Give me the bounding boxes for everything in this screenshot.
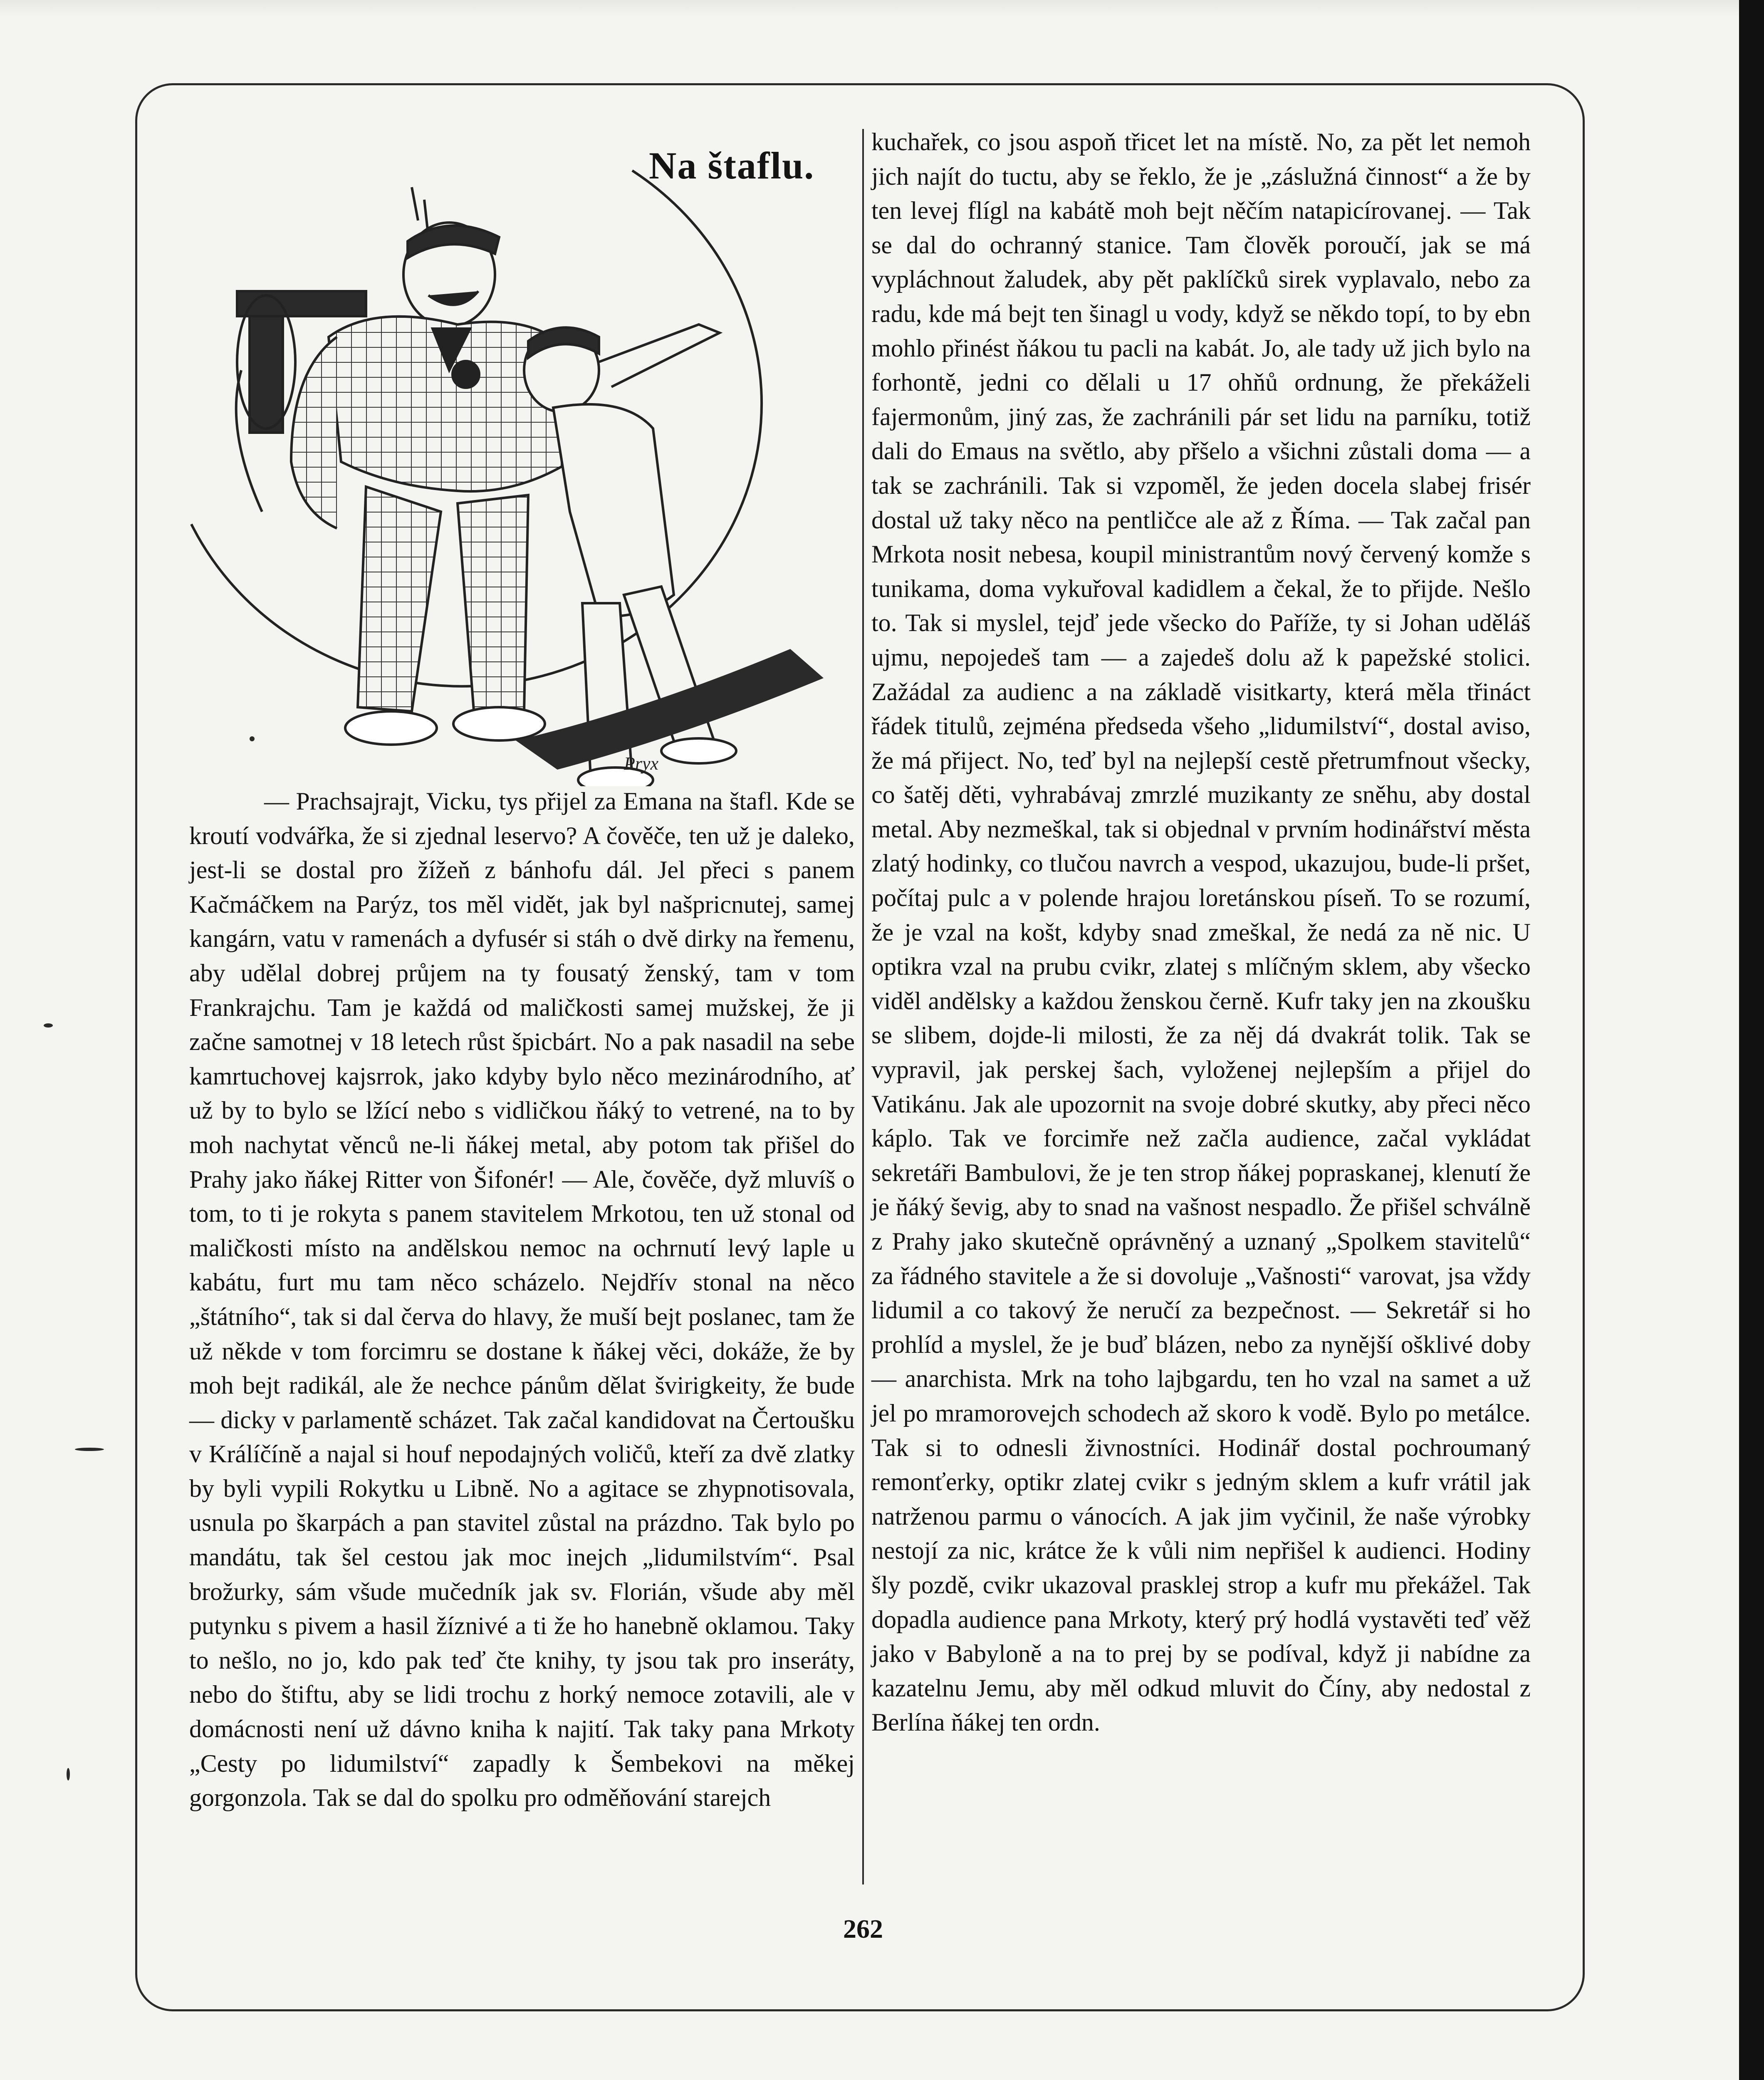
right-column xyxy=(871,125,1531,1740)
column-divider xyxy=(862,129,864,1884)
left-column xyxy=(189,784,855,1815)
page-number: 262 xyxy=(828,1914,898,1944)
left-column-text: — Prachsajrajt, Vicku, tys přijel za Emana na štafl. Kde se kroutí vodvářka, že si zjednal leservo? A čověče, ten už je daleko, jest-li se dostal pro žížeň z bánhofu dál. Jel přeci s panem Kačmáčkem na Parýz, tos měl vidět, jak byl našpricnutej, samej kangárn, vatu v ramenách a dyfusér si stáh o dvě dirky na řemenu, aby udělal dobrej průjem na ty fousatý ženský, tam v tom Frankrajchu. Tam je každá od maličkosti samej mužskej, že ji začne samotnej v 18 letech růst špicbárt. No a pak nasadil na sebe kamrtuchovej kajsrrok, jako kdyby bylo něco mezinárodního, ať už by to bylo se lžící nebo s vidličkou ňáký to vetrené, na to by moh nachytat věnců ne-li ňákej metal, aby potom tak přišel do Prahy jako ňákej Ritter von Šifonér! — Ale, čověče, dyž mluvíš o tom, to ti je rokyta s panem stavitelem Mrkotou, ten už stonal od maličkosti místo na andělskou nemoc na ochrnutí levý laple u kabátu, furt mu tam něco scházelo. Nejdřív stonal na něco „štátního“, tak si dal červa do hlavy, že muší bejt poslanec, tam že už někde v tom forcimru se dostane k ňákej věci, dokáže, že by moh bejt radikál, ale že nechce pánům dělat švirigkeity, že bude — dicky v parlamentě scházet. Tak začal kandidovat na Čertoušku v Králíčíně a najal si houf nepodajných voličů, kteří za dvě zlatky by byli vypili Rokytku u Libně. No a agitace se zhypnotisovala, usnula po škarpách a pan stavitel zůstal na prázdno. Tak bylo po mandátu, tak šel cestou jak moc inejch „lidumilstvím“. Psal brožurky, sám všude mučedník jak sv. Florián, všude aby měl putynku s pivem a hasil žíznivé a ti že ho hanebně oklamou. Taky to nešlo, no jo, kdo pak teď čte knihy, ty jsou tak pro inseráty, nebo do štiftu, aby se lidi trochu z horký nemoce zotavili, ale v domácnosti není už dávno kniha k najití. Tak taky pana Mrkoty „Cesty po lidumilství“ zapadly k Šembekovi na měkej gorgonzola. Tak se dal do spolku pro odměňování starejch xyxy=(189,787,855,1812)
scan-top-edge xyxy=(0,0,1764,17)
caricature-illustration xyxy=(141,137,840,786)
story-title: Na štaflu. xyxy=(649,144,815,187)
artist-signature: Pryx xyxy=(624,753,659,774)
right-column-text: kuchařek, co jsou aspoň třicet let na místě. No, za pět let nemoh jich najít do tuctu, aby se řeklo, že je „záslužná činnost“ a že by ten levej flígl na kabátě moh bejt něčím natapicírovanej. — Tak se dal do ochranný stanice. Tam člověk poroučí, jak se má vypláchnout žaludek, aby pět paklíčků sirek vyplavalo, nebo za radu, kde má bejt ten šinagl u vody, když se někdo topí, to by ebn mohlo přinést ňákou tu pacli na kabát. Jo, ale tady už jich bylo na forhontě, jedni co dělali u 17 ohňů ordnung, že překáželi fajermonům, jiný zas, že zachránili pár set lidu na parníku, totiž dali do Emaus na světlo, aby přšelo a všichni zůstali doma — a tak se zachránili. Tak si vzpoměl, že jeden docela slabej frisér dostal už taky něco na pentličce ale až z Říma. — Tak začal pan Mrkota nosit nebesa, koupil ministrantům nový červený komže s tunikama, doma vykuřoval kadidlem a čekal, že to přijde. Nešlo to. Tak si myslel, tejď jede všecko do Paříže, ty si Johan uděláš ujmu, nepojedeš tam — a zajedeš dolu až k papežské stolici. Zažádal za audienc a na základě visitkarty, která měla třináct řádek titulů, zejména předseda všeho „lidumilství“, dostal aviso, že má přiject. No, teď byl na nejlepší cestě přetrumfnout všecky, co šatěj děti, vyhrabávaj zmrzlé muzikanty ze sněhu, aby dostal metal. Aby nezmeškal, tak si objednal v prvním hodinářství města zlatý hodinky, co tlučou navrch a vespod, ukazujou, bude-li pršet, počítaj pulc a v polende hrajou loretánskou píseň. To se rozumí, že je vzal na košt, kdyby snad zmeškal, že nedá za ně nic. U optikra vzal na prubu cvikr, zlatej s mlíčným sklem, aby všecko viděl andělsky a každou ženskou černě. Kufr taky jen na zkoušku se slibem, dojde-li milosti, že za něj dá dvakrát tolik. Tak se vypravil, jak perskej šach, vyloženej nejlepším a přijel do Vatikánu. Jak ale upozornit na svoje dobré skutky, aby přeci něco káplo. Tak ve forcimře než začla audience, začal vykládat sekretáři Bambulovi, že je ten strop ňákej popraskanej, klenutí že je ňáký ševig, aby to snad na vašnost nespadlo. Že přišel schválně z Prahy jako skutečně oprávněný a uznaný „Spolkem stavitelů“ za řádného stavitele a že si dovoluje „Vašnosti“ varovat, jsa vždy lidumil a co takový že neručí za bezpečnost. — Sekretář si ho prohlíd a myslel, že je buď blázen, nebo za nynější ošklivé doby — anarchista. Mrk na toho lajbgardu, ten ho vzal na samet a už jel po mramorovejch schodech až skoro k vodě. Bylo po metálce. Tak si to odnesli živnostníci. Hodinář dostal pochroumaný remonťerky, optikr zlatej cvikr s jedným sklem a kufr vrátil jak natrženou parmu o vánocích. A jak jim vyčinil, že naše výrobky nestojí za nic, krátce že k vůli nim nepřišel k audienci. Hodiny šly pozdě, cvikr ukazoval prasklej strop a kufr mu překážel. Tak dopadla audience pana Mrkoty, který prý hodlá vystavěti teď věž jako v Babyloně a na to prej by se podíval, když ji nabídne za kazatelnu Jemu, aby měl odkud mluvit do Číny, aby nedostal z Berlína ňákej ten ordn. xyxy=(871,128,1531,1736)
scan-right-edge xyxy=(1739,0,1764,2080)
